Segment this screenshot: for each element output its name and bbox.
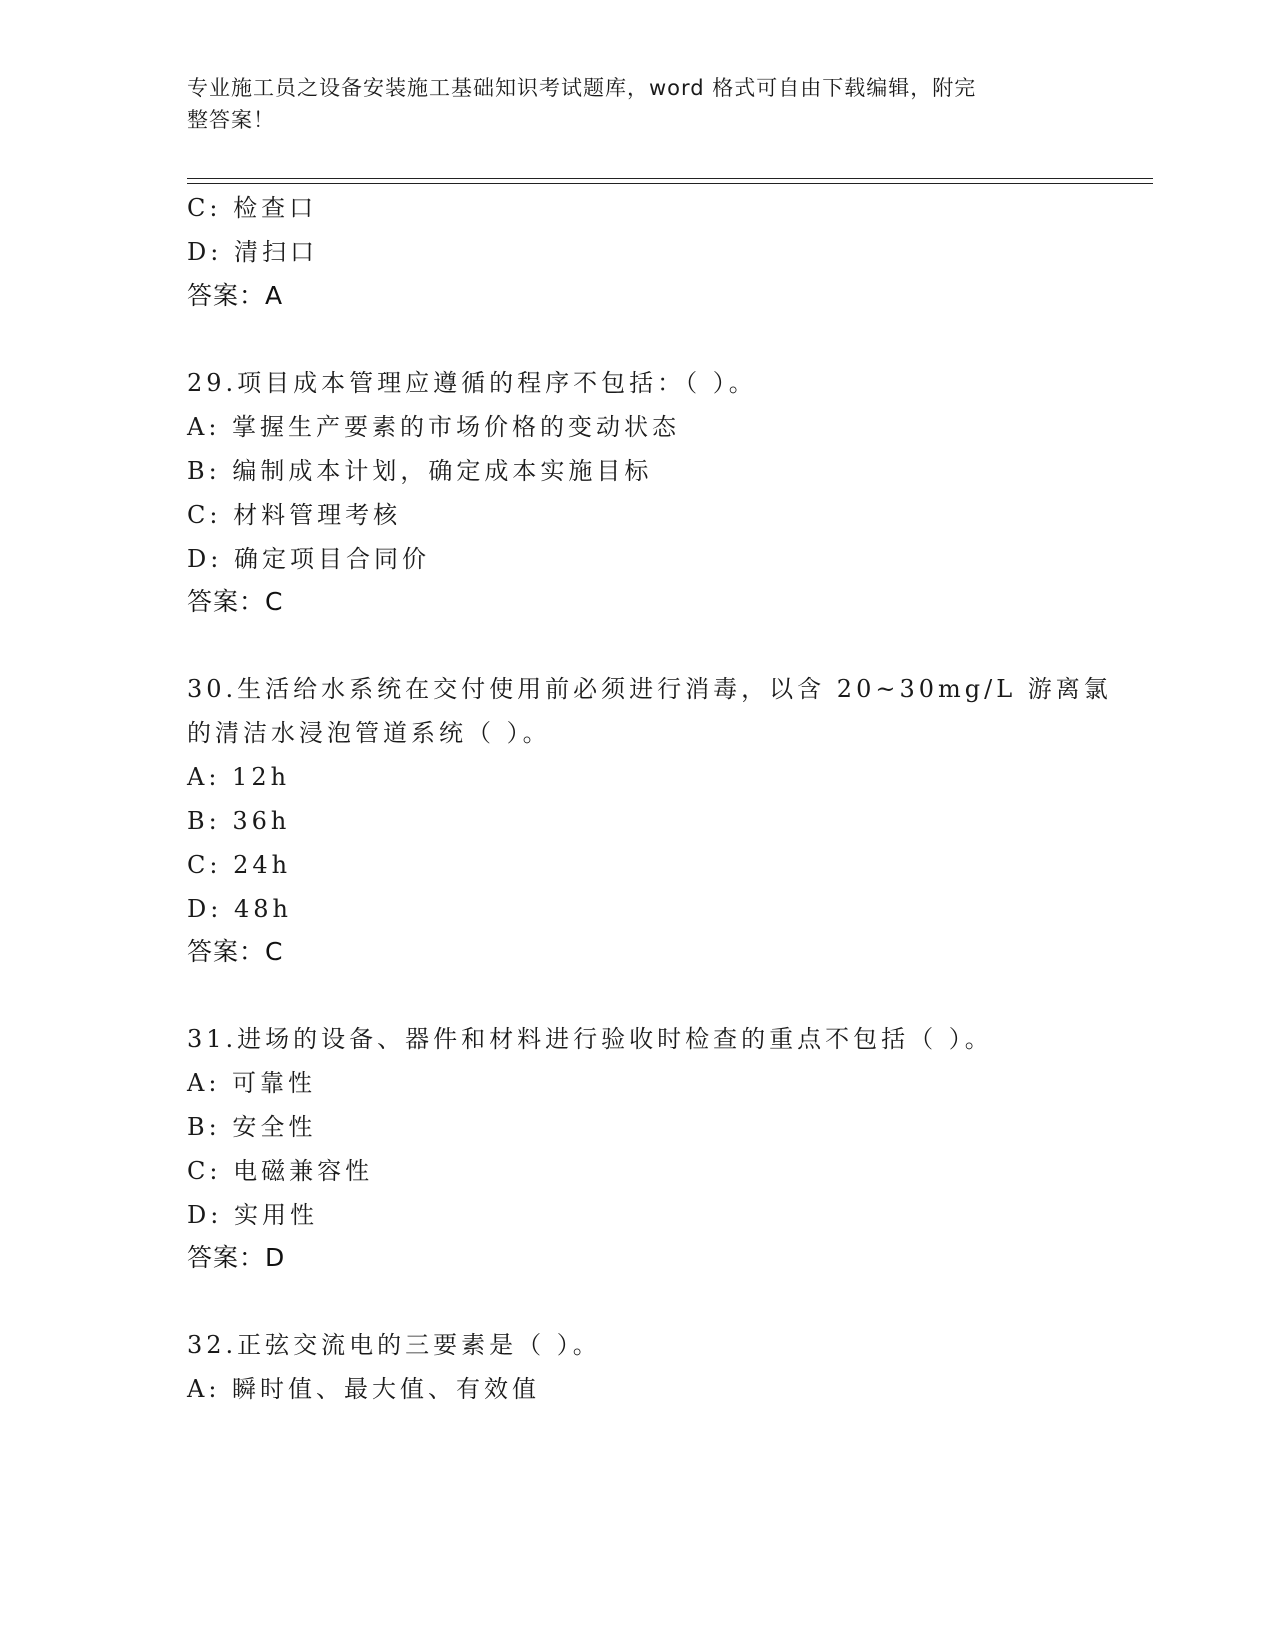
option-a: A: 可靠性	[187, 1069, 317, 1097]
answer: 答案：C	[187, 587, 284, 616]
question-stem-line-2: 的清洁水浸泡管道系统（ ）。	[187, 719, 551, 747]
header-divider-bottom	[187, 183, 1153, 184]
question-stem: 29.项目成本管理应遵循的程序不包括：（ ）。	[187, 369, 757, 397]
option-d: D: 48h	[187, 895, 292, 923]
option-c: C: 材料管理考核	[187, 501, 402, 529]
header-line-2: 整答案！	[187, 108, 275, 132]
option-a: A: 瞬时值、最大值、有效值	[187, 1375, 541, 1403]
question-stem: 32.正弦交流电的三要素是（ ）。	[187, 1331, 601, 1359]
option-c: C: 检查口	[187, 194, 318, 222]
question-stem-line-1: 30.生活给水系统在交付使用前必须进行消毒，以含 20~30mg/L 游离氯	[187, 675, 1112, 703]
option-b: B: 36h	[187, 807, 291, 835]
header-line-1: 专业施工员之设备安装施工基础知识考试题库，word 格式可自由下载编辑，附完	[187, 76, 977, 100]
option-c: C: 24h	[187, 851, 292, 879]
header-divider-top	[187, 178, 1153, 179]
option-d: D: 确定项目合同价	[187, 545, 430, 573]
option-a: A: 掌握生产要素的市场价格的变动状态	[187, 413, 681, 441]
question-stem: 31.进场的设备、器件和材料进行验收时检查的重点不包括（ ）。	[187, 1025, 993, 1053]
option-a: A: 12h	[187, 763, 291, 791]
option-b: B: 安全性	[187, 1113, 317, 1141]
answer: 答案：C	[187, 937, 284, 966]
option-b: B: 编制成本计划，确定成本实施目标	[187, 457, 653, 485]
answer: 答案：D	[187, 1243, 286, 1272]
option-d: D: 实用性	[187, 1201, 318, 1229]
option-c: C: 电磁兼容性	[187, 1157, 374, 1185]
document-header	[187, 72, 1067, 136]
option-d: D: 清扫口	[187, 238, 318, 266]
answer: 答案：A	[187, 281, 284, 310]
